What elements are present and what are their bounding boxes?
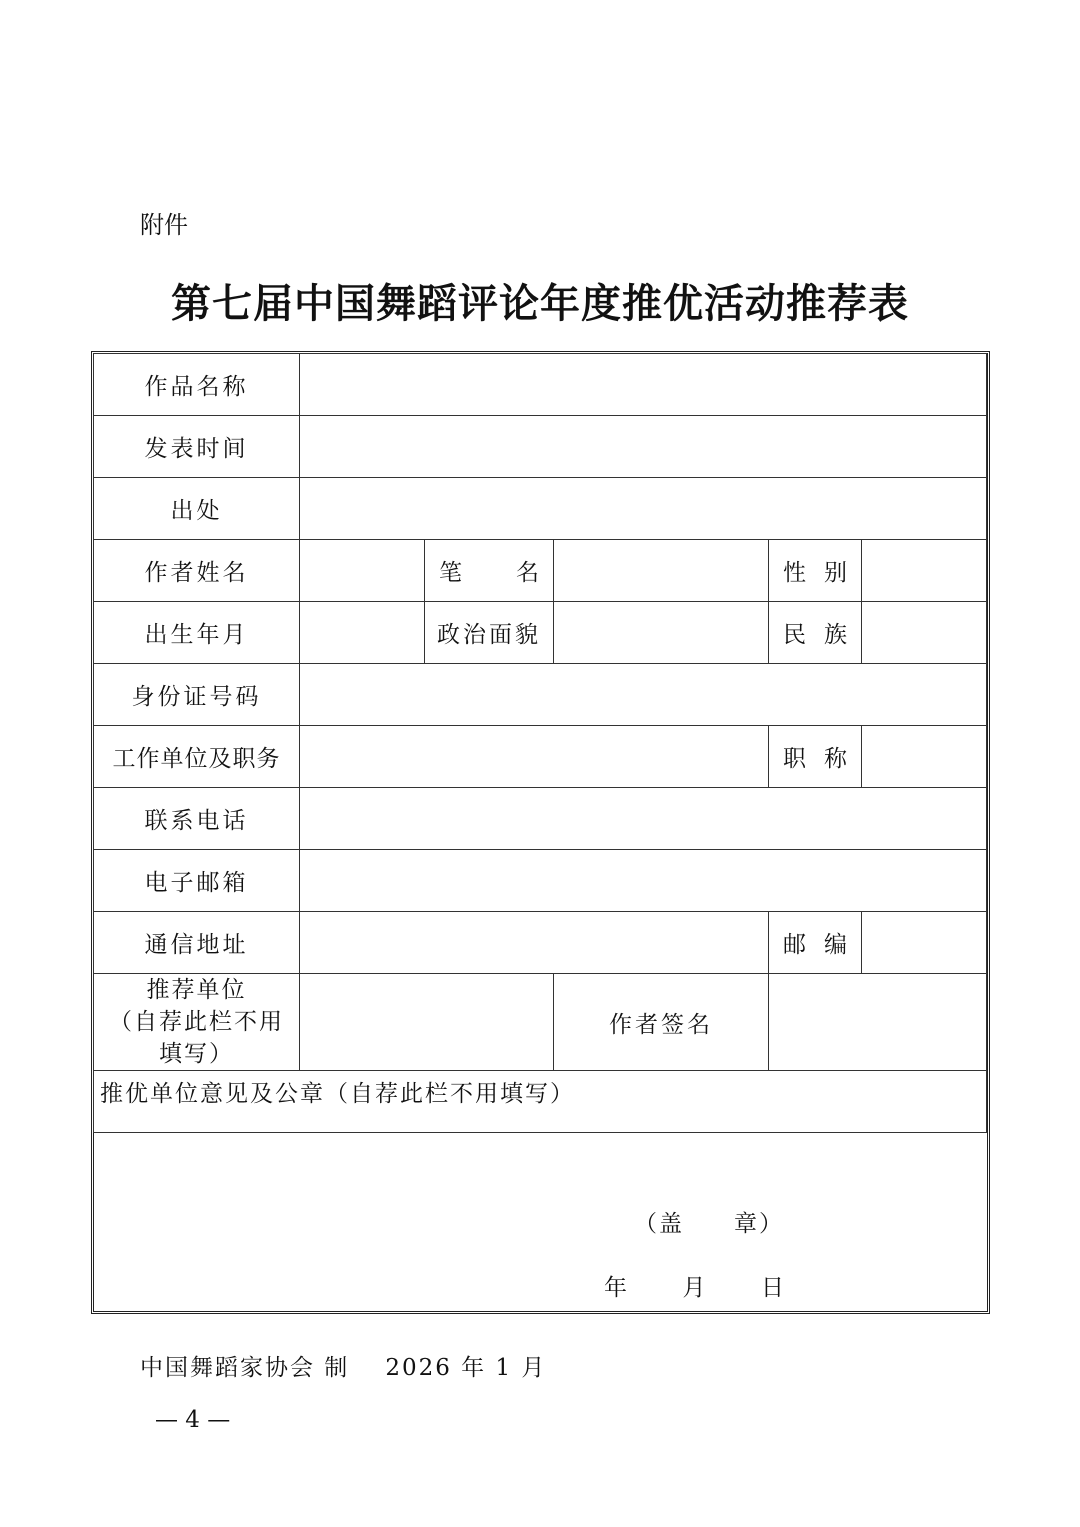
prof-title-label: 职 称: [769, 726, 862, 788]
row-address: [94, 912, 987, 974]
year-label: 年: [604, 1275, 627, 1301]
date-line: [604, 1269, 784, 1302]
publish-time-label: 发表时间: [94, 416, 300, 478]
prof-title-field[interactable]: [862, 726, 987, 788]
row-email: [94, 850, 987, 912]
source-label: 出处: [94, 478, 300, 540]
row-birth: [94, 602, 987, 664]
postcode-field[interactable]: [862, 912, 987, 974]
seal-label: （盖 章）: [634, 1211, 784, 1237]
phone-label: 联系电话: [94, 788, 300, 850]
postcode-label: 邮 编: [769, 912, 862, 974]
birth-label: 出生年月: [94, 602, 300, 664]
phone-field[interactable]: [300, 788, 987, 850]
publish-time-field[interactable]: [300, 416, 987, 478]
address-field[interactable]: [300, 912, 769, 974]
row-opinion: [94, 1071, 987, 1133]
row-workplace: [94, 726, 987, 788]
address-label: 通信地址: [94, 912, 300, 974]
political-label: 政治面貌: [425, 602, 554, 664]
work-title-field[interactable]: [300, 354, 987, 416]
issuer-text: 中国舞蹈家协会 制: [140, 1355, 350, 1381]
row-recommender: [94, 974, 987, 1071]
email-label: 电子邮箱: [94, 850, 300, 912]
recommendation-form: [93, 353, 987, 1301]
work-title-label: 作品名称: [94, 354, 300, 416]
row-phone: [94, 788, 987, 850]
author-name-field[interactable]: [300, 540, 425, 602]
month-label: 月: [682, 1275, 706, 1301]
day-label: 日: [761, 1275, 784, 1301]
author-name-label: 作者姓名: [94, 540, 300, 602]
opinion-field[interactable]: [94, 1071, 987, 1301]
page-number: — 4 —: [155, 1407, 231, 1433]
ethnicity-label: 民 族: [769, 602, 862, 664]
pen-name-label: 笔 名: [425, 540, 554, 602]
recommender-label: 推荐单位 （自荐此栏不用 填写）: [94, 974, 300, 1071]
author-signature-label: 作者签名: [554, 974, 769, 1071]
recommender-field[interactable]: [300, 974, 554, 1071]
ethnicity-field[interactable]: [862, 602, 987, 664]
row-author: [94, 540, 987, 602]
issue-date: 2026 年 1 月: [385, 1355, 547, 1381]
attachment-label: 附件: [140, 211, 188, 239]
id-number-field[interactable]: [300, 664, 987, 726]
gender-field[interactable]: [862, 540, 987, 602]
workplace-label: 工作单位及职务: [94, 726, 300, 788]
row-work-title: [94, 354, 987, 416]
gender-label: 性 别: [769, 540, 862, 602]
row-publish-time: [94, 416, 987, 478]
author-signature-field[interactable]: [769, 974, 987, 1071]
political-field[interactable]: [554, 602, 769, 664]
row-source: [94, 478, 987, 540]
footer: [140, 1349, 546, 1382]
pen-name-field[interactable]: [554, 540, 769, 602]
row-id: [94, 664, 987, 726]
email-field[interactable]: [300, 850, 987, 912]
source-field[interactable]: [300, 478, 987, 540]
page-title: 第七届中国舞蹈评论年度推优活动推荐表: [171, 280, 909, 327]
birth-field[interactable]: [300, 602, 425, 664]
opinion-label: 推优单位意见及公章（自荐此栏不用填写）: [100, 1081, 575, 1107]
id-number-label: 身份证号码: [94, 664, 300, 726]
workplace-field[interactable]: [300, 726, 769, 788]
